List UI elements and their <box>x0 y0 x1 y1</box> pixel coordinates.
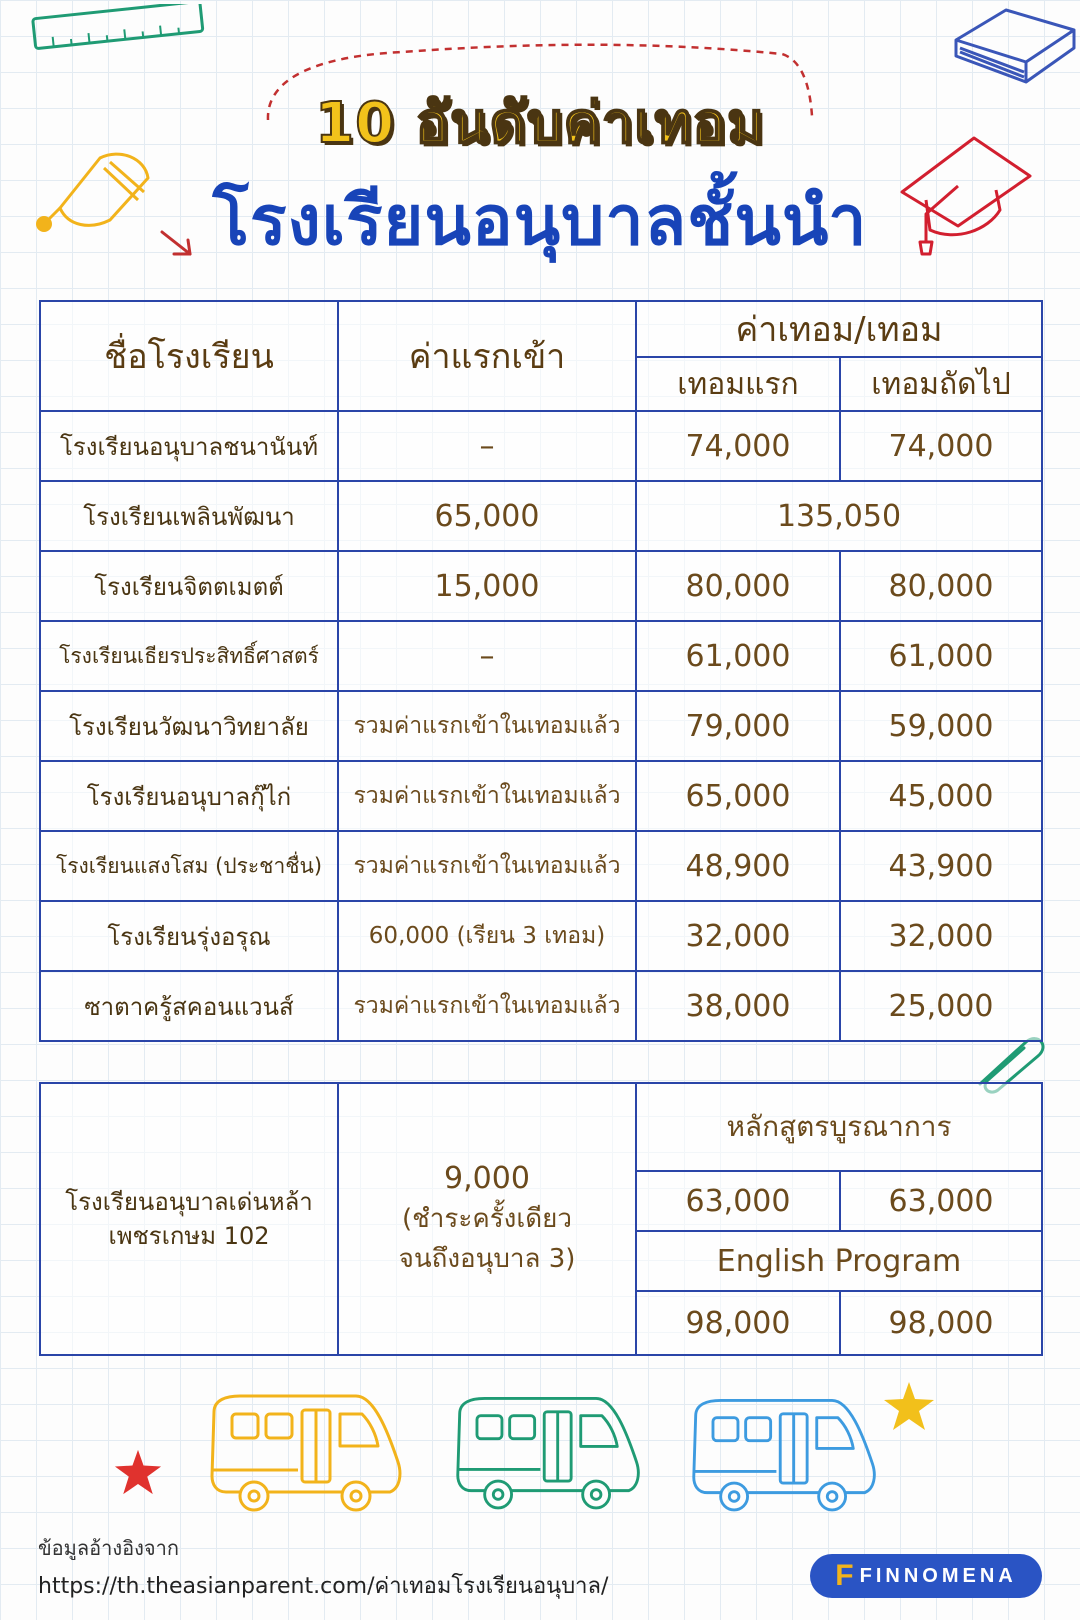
first-term-fee: 61,000 <box>636 621 840 691</box>
header-next-term: เทอมถัดไป <box>840 357 1042 411</box>
next-term-fee: 80,000 <box>840 551 1042 621</box>
header-term-fee: ค่าเทอม/เทอม <box>636 301 1042 357</box>
fee-table <box>39 300 1043 1042</box>
finnomena-logo <box>810 1554 1042 1598</box>
table-row <box>40 551 1042 621</box>
integrated-next-term-fee: 63,000 <box>840 1171 1042 1231</box>
special-entry-fee <box>338 1083 636 1355</box>
header-school: ชื่อโรงเรียน <box>40 301 338 411</box>
school-bus-icon <box>688 1394 884 1524</box>
table-row <box>40 691 1042 761</box>
star-icon <box>113 1448 163 1496</box>
special-school-line-2: เพชรเกษม 102 <box>108 1222 270 1250</box>
program-integrated-label: หลักสูตรบูรณาการ <box>636 1083 1042 1171</box>
school-name: โรงเรียนอนุบาลกุ๊ไก่ <box>40 761 338 831</box>
first-term-fee: 38,000 <box>636 971 840 1041</box>
entry-fee: 65,000 <box>338 481 636 551</box>
table-row <box>40 621 1042 691</box>
school-name: โรงเรียนจิตตเมตต์ <box>40 551 338 621</box>
school-name: โรงเรียนอนุบาลชนานันท์ <box>40 411 338 481</box>
title-line-1: 10 อันดับค่าเทอม <box>315 91 765 156</box>
table-row <box>40 901 1042 971</box>
next-term-fee: 43,900 <box>840 831 1042 901</box>
school-name: โรงเรียนรุ่งอรุณ <box>40 901 338 971</box>
special-school-name <box>40 1083 338 1355</box>
logo-mark-icon: F <box>835 1559 854 1592</box>
school-bus-icon <box>206 1392 410 1522</box>
entry-fee: – <box>338 621 636 691</box>
first-term-fee: 48,900 <box>636 831 840 901</box>
school-name: โรงเรียนเพลินพัฒนา <box>40 481 338 551</box>
table-row <box>40 831 1042 901</box>
program-english-label: English Program <box>636 1231 1042 1291</box>
english-first-term-fee: 98,000 <box>636 1291 840 1355</box>
header-first-term: เทอมแรก <box>636 357 840 411</box>
integrated-first-term-fee: 63,000 <box>636 1171 840 1231</box>
special-school-table <box>39 1082 1043 1356</box>
header-entry-fee: ค่าแรกเข้า <box>338 301 636 411</box>
school-bus-icon <box>452 1392 648 1522</box>
star-icon <box>882 1380 936 1432</box>
first-term-fee: 74,000 <box>636 411 840 481</box>
source-label: ข้อมูลอ้างอิงจาก <box>38 1536 179 1560</box>
entry-fee: รวมค่าแรกเข้าในเทอมแล้ว <box>338 971 636 1041</box>
combined-term-fee: 135,050 <box>636 481 1042 551</box>
next-term-fee: 59,000 <box>840 691 1042 761</box>
special-school-line-1: โรงเรียนอนุบาลเด่นหล้า <box>65 1188 313 1216</box>
table-row <box>40 481 1042 551</box>
entry-fee: รวมค่าแรกเข้าในเทอมแล้ว <box>338 831 636 901</box>
school-name: โรงเรียนวัฒนาวิทยาลัย <box>40 691 338 761</box>
school-name: ซาตาครู้สคอนแวนส์ <box>40 971 338 1041</box>
next-term-fee: 25,000 <box>840 971 1042 1041</box>
first-term-fee: 79,000 <box>636 691 840 761</box>
table-row <box>40 411 1042 481</box>
entry-fee: 15,000 <box>338 551 636 621</box>
entry-fee: 60,000 (เรียน 3 เทอม) <box>338 901 636 971</box>
next-term-fee: 45,000 <box>840 761 1042 831</box>
first-term-fee: 80,000 <box>636 551 840 621</box>
source-url[interactable]: https://th.theasianparent.com/ค่าเทอมโรงเรียนอนุบาล/ <box>38 1574 609 1599</box>
english-next-term-fee: 98,000 <box>840 1291 1042 1355</box>
next-term-fee: 61,000 <box>840 621 1042 691</box>
special-entry-note-2: จนถึงอนุบาล 3) <box>398 1244 576 1274</box>
entry-fee: รวมค่าแรกเข้าในเทอมแล้ว <box>338 691 636 761</box>
special-entry-note-1: (ชำระครั้งเดียว <box>402 1204 572 1234</box>
ruler-icon <box>28 4 208 50</box>
next-term-fee: 74,000 <box>840 411 1042 481</box>
table-row <box>40 971 1042 1041</box>
school-name: โรงเรียนแสงโสม (ประชาชื่น) <box>40 831 338 901</box>
title-line-2: โรงเรียนอนุบาลชั้นนำ <box>212 182 868 261</box>
special-entry-amount: 9,000 <box>444 1161 530 1196</box>
table-header-row <box>40 301 1042 357</box>
first-term-fee: 65,000 <box>636 761 840 831</box>
table-row <box>40 761 1042 831</box>
entry-fee: – <box>338 411 636 481</box>
school-name: โรงเรียนเธียรประสิทธิ์ศาสตร์ <box>40 621 338 691</box>
logo-name: FINNOMENA <box>859 1564 1017 1587</box>
first-term-fee: 32,000 <box>636 901 840 971</box>
entry-fee: รวมค่าแรกเข้าในเทอมแล้ว <box>338 761 636 831</box>
table-row <box>40 1083 1042 1171</box>
next-term-fee: 32,000 <box>840 901 1042 971</box>
